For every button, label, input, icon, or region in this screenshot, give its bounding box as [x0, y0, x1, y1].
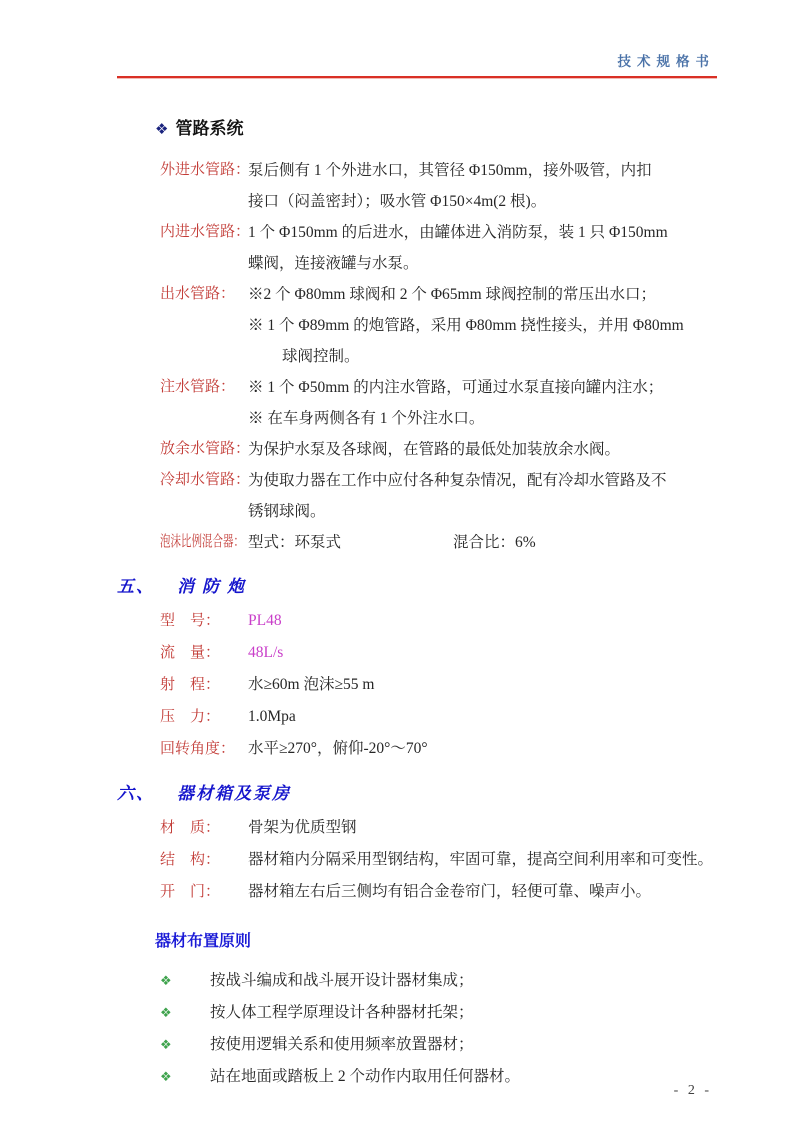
- piping-entry-residual-drain: [160, 434, 723, 465]
- equipment-row-structure: [160, 844, 723, 876]
- principle-text: 站在地面或踏板上 2 个动作内取用任何器材。: [210, 1068, 521, 1085]
- principle-item: [160, 997, 723, 1029]
- section-title: 消防炮: [177, 577, 252, 596]
- entry-line: ※ 1 个 Φ50mm 的内注水管路，可通过水泵直接向罐内注水；: [248, 379, 664, 396]
- section-title: 器材箱及泵房: [177, 784, 291, 803]
- spec-label: 压 力：: [160, 709, 221, 725]
- diamond-bullet-icon: ❖: [160, 973, 172, 988]
- spec-value: PL48: [248, 612, 282, 629]
- entry-label: 冷却水管路：: [160, 472, 251, 488]
- piping-heading-label: 管路系统: [175, 119, 244, 138]
- spec-label: 流 量：: [160, 645, 221, 661]
- entry-line: 1 个 Φ150mm 的后进水，由罐体进入消防泵，装 1 只 Φ150mm: [248, 224, 668, 241]
- spec-value: 器材箱内分隔采用型钢结构，牢固可靠，提高空间利用率和可变性。: [248, 851, 714, 868]
- spec-value: 骨架为优质型钢: [248, 819, 357, 836]
- entry-line: 为保护水泵及各球阀，在管路的最低处加装放余水阀。: [248, 441, 621, 458]
- entry-body: [248, 465, 723, 527]
- entry-line: 蝶阀，连接液罐与水泵。: [248, 255, 419, 272]
- piping-entry-internal-inlet: [160, 217, 723, 279]
- entry-label: 出水管路：: [160, 286, 236, 302]
- diamond-bullet-icon: ❖: [160, 1005, 172, 1020]
- entry-line: 接口（闷盖密封）；吸水管 Φ150×4m(2 根)。: [248, 193, 547, 210]
- entry-body: [248, 155, 723, 217]
- diamond-bullet-icon: ❖: [160, 1037, 172, 1052]
- diamond-bullet-icon: ❖: [160, 1069, 172, 1084]
- spec-value: 水≥60m 泡沫≥55 m: [248, 676, 375, 693]
- entry-body: [248, 217, 723, 279]
- section-number: 六、: [117, 784, 155, 803]
- entry-line: 锈钢球阀。: [248, 503, 326, 520]
- spec-label: 型 号：: [160, 613, 221, 629]
- principle-text: 按人体工程学原理设计各种器材托架；: [210, 1004, 474, 1021]
- layout-principles-heading: 器材布置原则: [155, 933, 252, 950]
- piping-entry-cooling: [160, 465, 723, 527]
- page-content: [117, 92, 723, 1093]
- spec-label: 材 质：: [160, 820, 221, 836]
- spec-value: 48L/s: [248, 644, 284, 661]
- entry-label: 内进水管路：: [160, 224, 251, 240]
- principle-text: 按战斗编成和战斗展开设计器材集成；: [210, 972, 474, 989]
- entry-body: [248, 372, 723, 434]
- monitor-row-pressure: [160, 701, 723, 733]
- entry-body: [248, 527, 723, 558]
- spec-value: 1.0Mpa: [248, 708, 296, 725]
- entry-line: ※ 在车身两侧各有 1 个外注水口。: [248, 410, 485, 427]
- equipment-row-door: [160, 876, 723, 908]
- equipment-row-material: [160, 812, 723, 844]
- piping-entry-foam-mixer: [160, 527, 723, 558]
- header-title: 技术规格书: [617, 54, 715, 69]
- spec-value: 器材箱左右后三侧均有铝合金卷帘门，轻便可靠、噪声小。: [248, 883, 652, 900]
- principle-item: [160, 965, 723, 997]
- entry-label: 泡沫比例混合器：: [160, 534, 245, 550]
- spec-label: 回转角度：: [160, 741, 236, 757]
- entry-line: ※ 1 个 Φ89mm 的炮管路，采用 Φ80mm 挠性接头，并用 Φ80mm: [248, 317, 684, 334]
- page-number: - 2 -: [673, 1083, 712, 1098]
- principle-text: 按使用逻辑关系和使用频率放置器材；: [210, 1036, 474, 1053]
- equipment-section-heading: [117, 779, 723, 804]
- spec-label: 开 门：: [160, 884, 221, 900]
- monitor-row-model: [160, 605, 723, 637]
- entry-line: 球阀控制。: [282, 348, 360, 365]
- entry-body: [248, 279, 723, 372]
- monitor-row-flow: [160, 637, 723, 669]
- spec-label: 射 程：: [160, 677, 221, 693]
- piping-entry-external-inlet: [160, 155, 723, 217]
- monitor-row-rotation: [160, 733, 723, 765]
- principle-item: [160, 1061, 723, 1093]
- header-rule: [117, 76, 717, 78]
- spec-value: 水平≥270°，俯仰-20°～70°: [248, 740, 428, 757]
- principle-item: [160, 1029, 723, 1061]
- entry-label: 放余水管路：: [160, 441, 251, 457]
- foam-type-text: 型式：环泵式: [248, 534, 342, 551]
- entry-label: 注水管路：: [160, 379, 236, 395]
- diamond-bullet-icon: ❖: [155, 121, 169, 138]
- principles-list: [160, 965, 723, 1093]
- piping-entry-outlet: [160, 279, 723, 372]
- entry-body: [248, 434, 723, 465]
- entry-label: 外进水管路：: [160, 162, 251, 178]
- section-number: 五、: [117, 577, 155, 596]
- entry-line: ※2 个 Φ80mm 球阀和 2 个 Φ65mm 球阀控制的常压出水口；: [248, 286, 657, 303]
- spec-label: 结 构：: [160, 852, 221, 868]
- piping-entry-water-filling: [160, 372, 723, 434]
- piping-section-heading: [155, 114, 723, 139]
- foam-ratio-text: 混合比：6%: [453, 534, 536, 551]
- monitor-row-range: [160, 669, 723, 701]
- entry-line: 为使取力器在工作中应付各种复杂情况，配有冷却水管路及不: [248, 472, 667, 489]
- entry-line: 泵后侧有 1 个外进水口，其管径 Φ150mm，接外吸管，内扣: [248, 162, 652, 179]
- monitor-section-heading: [117, 572, 723, 597]
- page-header: [117, 50, 717, 78]
